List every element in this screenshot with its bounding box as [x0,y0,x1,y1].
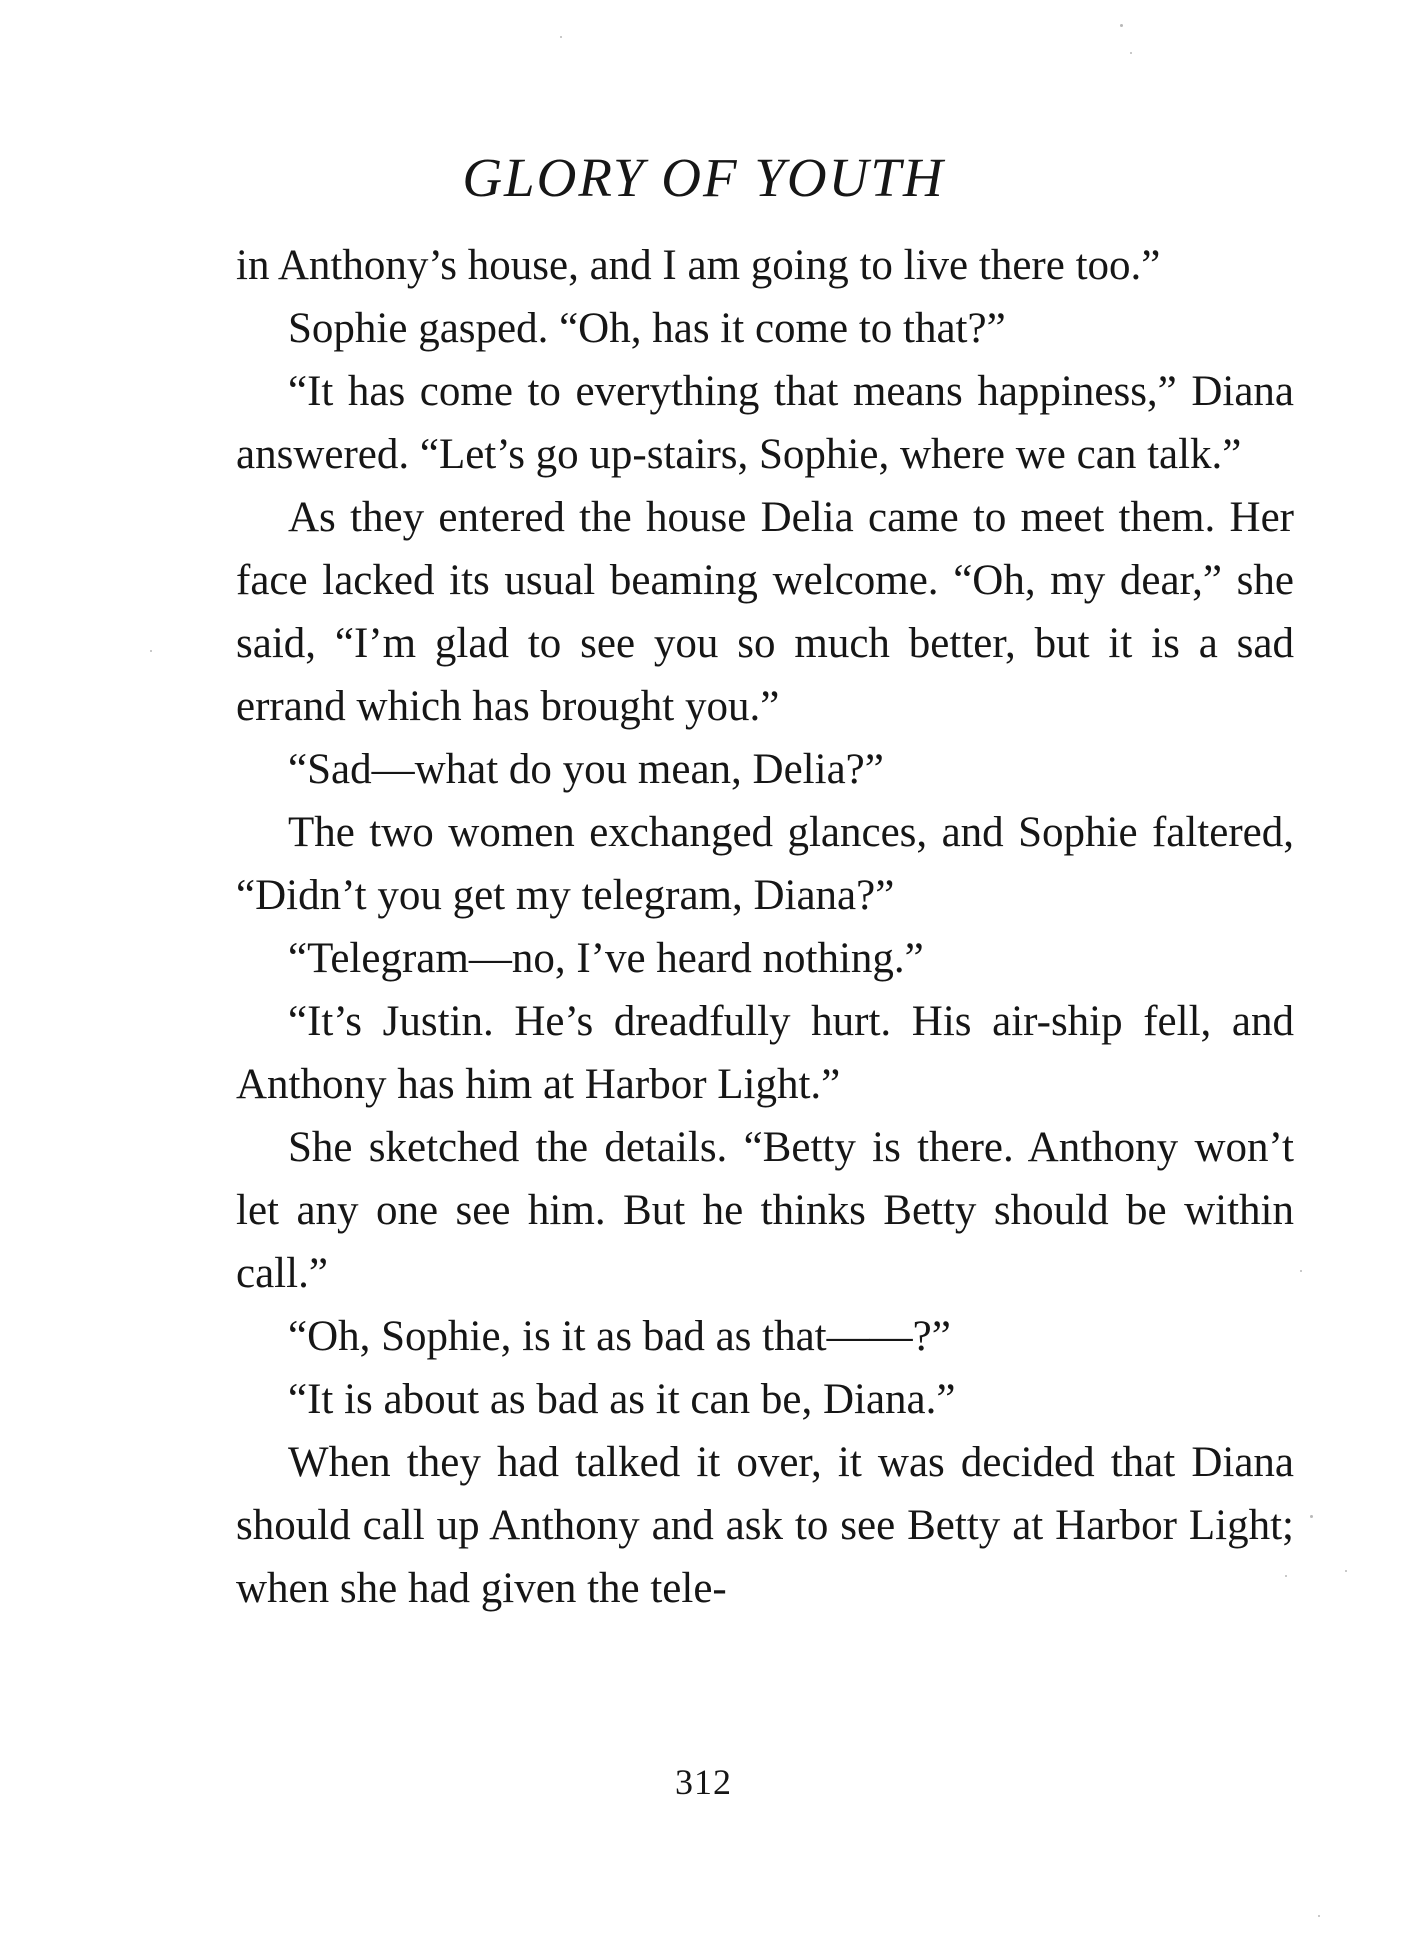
paragraph: Sophie gasped. “Oh, has it come to that?” [288,305,1006,352]
running-head: GLORY OF YOUTH [462,147,945,208]
paragraph: She sketched the details. “Betty is there. Anthony won’t let any one see him. But he thinks Betty should be within call.” [236,1124,1294,1297]
scan-speck [1130,52,1132,54]
paragraph: The two women exchanged glances, and Sophie faltered, “Didn’t you get my telegram, Diana?” [236,809,1294,919]
paragraph: As they entered the house Delia came to meet them. Her face lacked its usual beaming welcome. “Oh, my dear,” she said, “I’m glad to see you so much better, but it is a sad errand which has brought you.” [236,494,1294,730]
scan-speck [1345,1570,1347,1572]
paragraph: “Oh, Sophie, is it as bad as that——?” [288,1313,951,1360]
scan-speck [150,650,152,652]
scan-speck [1120,24,1123,27]
paragraph: “It has come to everything that means happiness,” Diana answered. “Let’s go up-stairs, Sophie, where we can talk.” [236,368,1294,478]
paragraph: When they had talked it over, it was decided that Diana should call up Anthony and ask to see Betty at Harbor Light; when she had given the tele- [236,1439,1294,1612]
paragraph: “Sad—what do you mean, Delia?” [288,746,884,793]
scan-speck [1285,1575,1287,1577]
scan-speck [560,36,562,38]
scan-speck [1318,1915,1320,1917]
paragraph: “Telegram—no, I’ve heard nothing.” [288,935,924,982]
scan-speck [1310,1515,1313,1518]
page-number: 312 [675,1762,732,1802]
body-text [236,234,1294,1620]
paragraph: “It is about as bad as it can be, Diana.” [288,1376,956,1423]
paragraph: in Anthony’s house, and I am going to live there too.” [236,242,1161,289]
scan-speck [1300,1270,1302,1272]
paragraph: “It’s Justin. He’s dreadfully hurt. His air-ship fell, and Anthony has him at Harbor Light.” [236,998,1294,1108]
